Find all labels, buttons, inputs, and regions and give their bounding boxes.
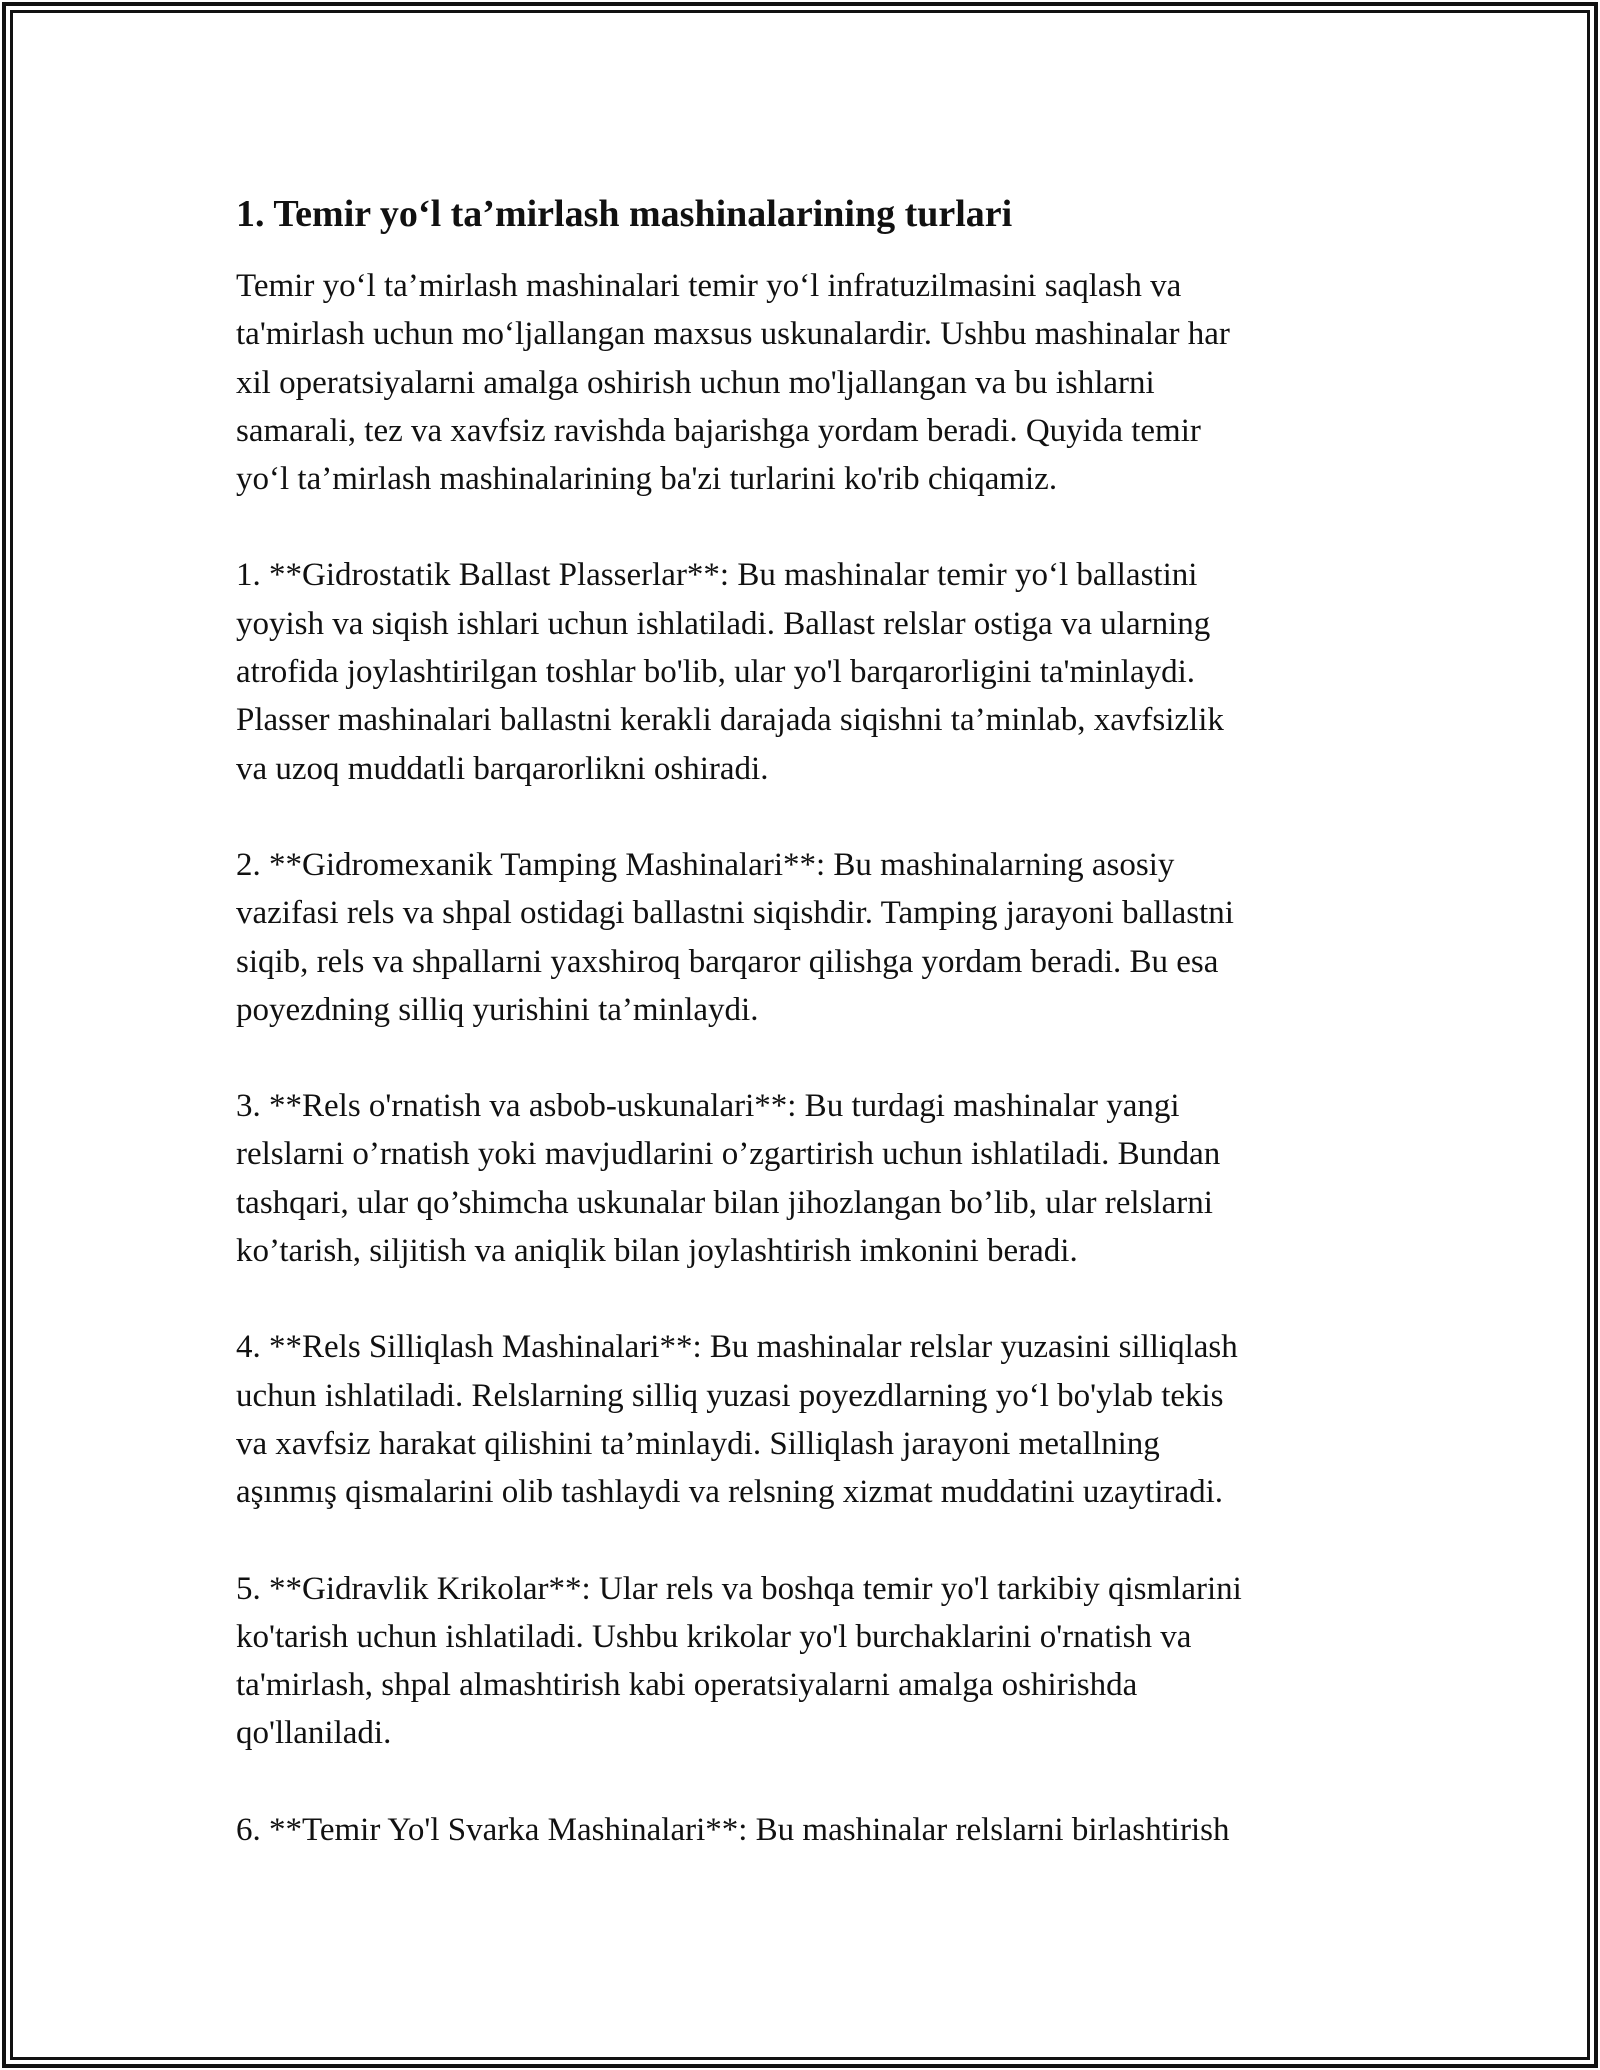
text-line: yoyish va siqish ishlari uchun ishlatiladi. Ballast relslar ostiga va ularning bbox=[236, 605, 1211, 642]
text-line: siqib, rels va shpallarni yaxshiroq barqaror qilishga yordam beradi. Bu esa bbox=[236, 943, 1219, 980]
list-item-1-paragraph bbox=[236, 551, 1366, 792]
list-item-6-paragraph bbox=[236, 1806, 1366, 1854]
section-heading: 1. Temir yo‘l ta’mirlash mashinalarining turlari bbox=[236, 193, 1013, 235]
text-line: aşınmış qismalarini olib tashlaydi va relsning xizmat muddatini uzaytiradi. bbox=[236, 1474, 1224, 1511]
text-line: Temir yo‘l ta’mirlash mashinalari temir yo‘l infratuzilmasini saqlash va bbox=[236, 268, 1182, 304]
text-line: uchun ishlatiladi. Relslarning silliq yuzasi poyezdlarning yo‘l bo'ylab tekis bbox=[236, 1377, 1224, 1414]
text-line: ko'tarish uchun ishlatiladi. Ushbu krikolar yo'l burchaklarini o'rnatish va bbox=[236, 1618, 1192, 1655]
text-line: 5. **Gidravlik Krikolar**: Ular rels va boshqa temir yo'l tarkibiy qismlarini bbox=[236, 1570, 1242, 1607]
text-line: poyezdning silliq yurishini ta’minlaydi. bbox=[236, 991, 759, 1028]
text-line: va xavfsiz harakat qilishini ta’minlaydi. Silliqlash jarayoni metallning bbox=[236, 1425, 1160, 1462]
list-item-4-paragraph bbox=[236, 1323, 1366, 1516]
text-line: va uzoq muddatli barqarorlikni oshiradi. bbox=[236, 750, 769, 787]
text-line: ta'mirlash, shpal almashtirish kabi operatsiyalarni amalga oshirishda bbox=[236, 1667, 1138, 1704]
text-line: xil operatsiyalarni amalga oshirish uchun mo'ljallangan va bu ishlarni bbox=[236, 364, 1155, 401]
list-item-2-paragraph bbox=[236, 841, 1366, 1034]
list-item-5-paragraph bbox=[236, 1565, 1366, 1758]
text-line: qo'llaniladi. bbox=[236, 1715, 392, 1752]
text-line: vazifasi rels va shpal ostidagi ballastni siqishdir. Tamping jarayoni ballastni bbox=[236, 895, 1234, 932]
text-line: tashqari, ular qo’shimcha uskunalar bilan jihozlangan bo’lib, ular relslarni bbox=[236, 1184, 1213, 1221]
list-item-3-paragraph bbox=[236, 1082, 1366, 1275]
text-line: atrofida joylashtirilgan toshlar bo'lib, ular yo'l barqarorligini ta'minlaydi. bbox=[236, 654, 1196, 691]
intro-paragraph bbox=[236, 262, 1366, 503]
text-line: 2. **Gidromexanik Tamping Mashinalari**: Bu mashinalarning asosiy bbox=[236, 846, 1175, 883]
text-line: relslarni o’rnatish yoki mavjudlarini o’zgartirish uchun ishlatiladi. Bundan bbox=[236, 1136, 1221, 1173]
text-line: 6. **Temir Yo'l Svarka Mashinalari**: Bu mashinalar relslarni birlashtirish bbox=[236, 1811, 1230, 1848]
text-line: samarali, tez va xavfsiz ravishda bajarishga yordam beradi. Quyida temir bbox=[236, 412, 1201, 449]
text-line: 3. **Rels o'rnatish va asbob-uskunalari**: Bu turdagi mashinalar yangi bbox=[236, 1088, 1180, 1125]
text-line: yo‘l ta’mirlash mashinalarining ba'zi turlarini ko'rib chiqamiz. bbox=[236, 461, 1058, 498]
document-body bbox=[236, 186, 1366, 1902]
text-line: ta'mirlash uchun mo‘ljallangan maxsus uskunalardir. Ushbu mashinalar har bbox=[236, 316, 1230, 353]
text-line: 4. **Rels Silliqlash Mashinalari**: Bu mashinalar relslar yuzasini silliqlash bbox=[236, 1329, 1238, 1366]
text-line: 1. **Gidrostatik Ballast Plasserlar**: Bu mashinalar temir yo‘l ballastini bbox=[236, 557, 1198, 594]
text-line: Plasser mashinalari ballastni kerakli darajada siqishni ta’minlab, xavfsizlik bbox=[236, 702, 1224, 739]
text-line: ko’tarish, siljitish va aniqlik bilan joylashtirish imkonini beradi. bbox=[236, 1233, 1078, 1270]
